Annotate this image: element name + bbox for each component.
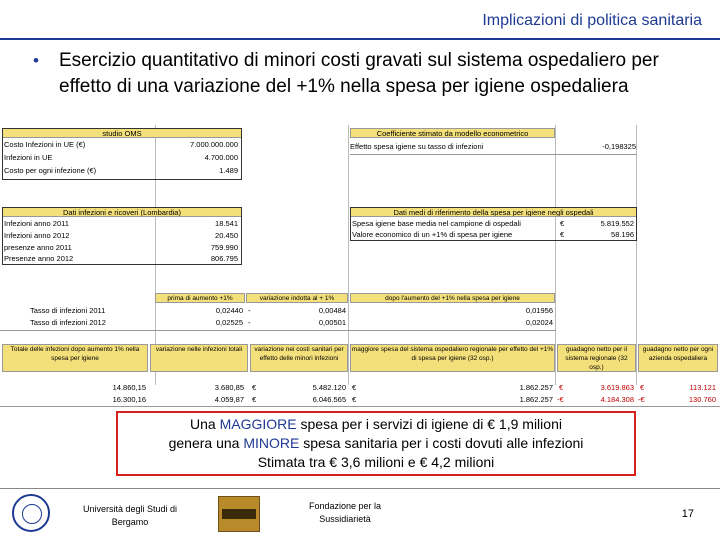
callout-emphasis: MAGGIORE	[219, 416, 297, 432]
totali-currency: -€	[557, 395, 564, 404]
row-rule	[0, 406, 720, 407]
foundation-name: Fondazione per la Sussidiarietà	[308, 501, 382, 524]
university-name: Università degli Studi di Bergamo	[82, 504, 178, 527]
callout-text: spesa sanitaria per i costi dovuti alle infezioni	[299, 435, 584, 451]
totali-totale: 16.300,16	[112, 395, 146, 404]
grid-line	[636, 125, 637, 385]
spesa-label: Spesa igiene base media nel campione di ospedali	[352, 219, 521, 228]
totali-header: maggiore spesa del sistema ospedaliero regionale per effetto del +1% di spesa per igiene (32 osp.)	[350, 344, 555, 372]
spreadsheet	[0, 125, 720, 408]
coeff-value: -0,198325	[602, 142, 636, 151]
spesa-value: 5.819.552	[600, 219, 634, 228]
tassi-prima: 0,02525	[215, 318, 243, 327]
callout-line-3: Stimata tra € 3,6 milioni e € 4,2 milioni	[257, 454, 495, 470]
infezioni-label: presenze anno 2011	[4, 243, 72, 252]
coeff-header: Coefficiente stimato da modello econometrico	[350, 128, 555, 138]
callout-box	[116, 411, 636, 476]
row-rule	[0, 330, 556, 331]
infezioni-label: Presenze anno 2012	[4, 254, 74, 263]
tassi-dopo: 0,02024	[525, 318, 553, 327]
infezioni-label: Infezioni anno 2011	[4, 219, 69, 228]
grid-line	[555, 125, 556, 385]
slide-title: Implicazioni di politica sanitaria	[482, 12, 702, 29]
infezioni-label: Infezioni anno 2012	[4, 231, 70, 240]
spesa-header: Dati medi di riferimento della spesa per igiene negli ospedali	[350, 207, 637, 217]
totali-header: guadagno netto per ogni azienda ospedaliera	[638, 344, 718, 372]
tassi-label: Tasso di infezioni 2011	[30, 306, 106, 315]
totali-netto-azienda: 113.121	[689, 383, 716, 392]
totali-currency: €	[559, 383, 564, 392]
totali-netto-regionale: 4.184.308	[600, 395, 634, 404]
oms-value: 4.700.000	[204, 153, 238, 162]
tassi-label: Tasso di infezioni 2012	[30, 318, 106, 327]
oms-label: Infezioni in UE	[4, 153, 53, 162]
infezioni-header: Dati infezioni e ricoveri (Lombardia)	[2, 207, 242, 217]
infezioni-value: 806.795	[210, 254, 238, 263]
callout-text: spesa per i servizi di igiene di € 1,9 milioni	[296, 416, 562, 432]
totali-currency: €	[640, 383, 645, 392]
tassi-var: 0,00484	[318, 306, 346, 315]
totali-currency: €	[252, 383, 257, 392]
callout-text: Una	[190, 416, 220, 432]
foundation-logo-icon	[218, 496, 260, 532]
totali-netto-regionale: 3.619.863	[600, 383, 634, 392]
totali-spesa: 1.862.257	[519, 395, 553, 404]
spesa-value: 58.196	[611, 230, 634, 239]
totali-currency: -€	[638, 395, 645, 404]
totali-header: guadagno netto per il sistema regionale (32 osp.)	[557, 344, 636, 372]
oms-value: 7.000.000.000	[190, 140, 238, 149]
header-divider	[0, 38, 720, 40]
spesa-currency: €	[560, 230, 565, 239]
row-rule	[350, 154, 637, 155]
totali-netto-azienda: 130.760	[688, 395, 716, 404]
bullet-text: Esercizio quantitativo di minori costi gravati sul sistema ospedaliero per effetto di una variazione del +1% nella spesa per igiene ospedaliera	[59, 50, 659, 97]
tassi-var: 0,00501	[318, 318, 346, 327]
tassi-header-var: variazione indotta al + 1%	[246, 293, 348, 303]
totali-header: variazione nei costi sanitari per effetto delle minori infezioni	[250, 344, 348, 372]
totali-variazione: 4.059,87	[214, 395, 244, 404]
oms-label: Costo per ogni infezione (€)	[4, 166, 97, 175]
grid-line	[348, 125, 349, 385]
totali-currency: €	[252, 395, 257, 404]
totali-spesa: 1.862.257	[519, 383, 553, 392]
bullet-icon: •	[33, 51, 39, 70]
oms-label: Costo Infezioni in UE (€)	[4, 140, 86, 149]
infezioni-value: 759.990	[210, 243, 238, 252]
footer-divider	[0, 488, 720, 489]
university-seal-icon	[12, 494, 50, 532]
spesa-label: Valore economico di un +1% di spesa per igiene	[352, 230, 513, 239]
tassi-dopo: 0,01956	[525, 306, 553, 315]
totali-header: Totale delle infezioni dopo aumento 1% nella spesa per igiene	[2, 344, 148, 372]
spesa-currency: €	[560, 219, 565, 228]
oms-header: studio OMS	[2, 128, 242, 138]
callout-emphasis: MINORE	[243, 435, 300, 451]
infezioni-value: 20.450	[215, 231, 238, 240]
infezioni-value: 18.541	[215, 219, 238, 228]
page-number: 17	[681, 508, 694, 520]
totali-currency: €	[352, 383, 357, 392]
callout-text: genera una	[168, 435, 244, 451]
tassi-header-dopo: dopo l'aumento del +1% nella spesa per igiene	[350, 293, 555, 303]
tassi-header-prima: prima di aumento +1%	[155, 293, 245, 303]
tassi-sign: -	[248, 318, 251, 327]
totali-header: variazione nelle infezioni totali	[150, 344, 248, 372]
coeff-label: Effetto spesa igiene su tasso di infezioni	[350, 142, 484, 151]
totali-costi: 5.482.120	[312, 383, 346, 392]
totali-costi: 6.046.565	[312, 395, 346, 404]
callout-line-1	[118, 415, 634, 434]
callout-line-2	[118, 434, 634, 453]
oms-value: 1.489	[219, 166, 238, 175]
totali-totale: 14.860,15	[112, 383, 146, 392]
tassi-sign: -	[248, 306, 251, 315]
totali-currency: €	[352, 395, 357, 404]
totali-variazione: 3.680,85	[214, 383, 244, 392]
tassi-prima: 0,02440	[215, 306, 243, 315]
